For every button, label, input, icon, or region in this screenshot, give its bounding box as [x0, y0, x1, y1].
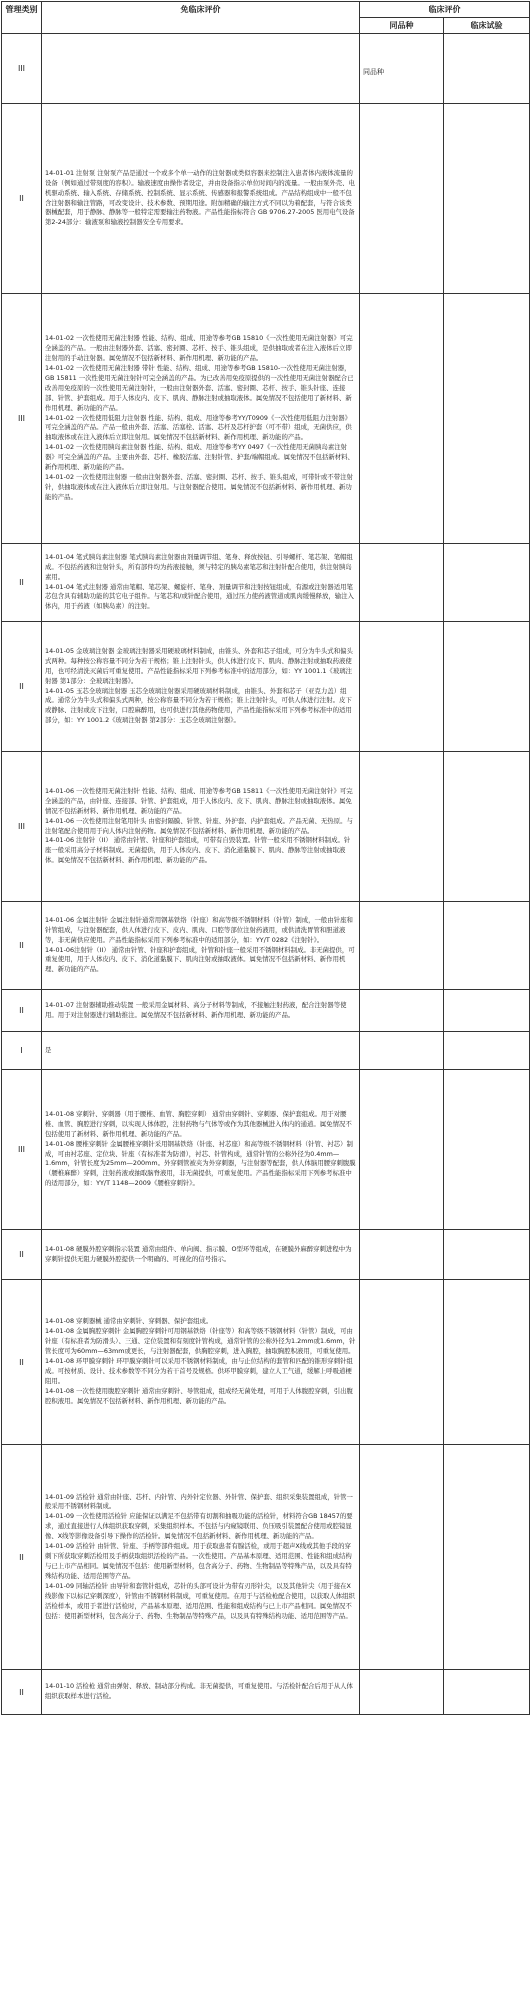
- description-cell: [42, 1445, 360, 1670]
- description-paragraph: 14-01-06 金属注射针 金属注射针通常用钢基铁络（针座）和高等级不锈钢材料（针管）制成，一般由针座和针管组成，与注射器配套，供人体进行皮下、皮内、肌肉、口腔等部位注射药液用，或供清洗胃管和胆道液等，非无菌供应使用。产品性能指标采用下列参考标准中的适用部分，如：YY/T 0282《注射针》。: [45, 915, 353, 944]
- description-paragraph: 14-01-02 一次性使用胰岛素注射器 性能、结构、组成、用途等参考YY 0497《一次性使用无菌胰岛素注射器》可完全涵盖的产品。主要由外套、芯杆、橡胶活塞、注射针管、护套/端帽组成。属免情况不包括新材料、新作用机理、新功能的产品。: [45, 443, 354, 472]
- description-paragraph: 14-01-06 一次性使用无菌注射针 性能、结构、组成、用途等参考GB 15811《一次性使用无菌注射针》可完全涵盖的产品，由针座、连接部、针管、护套组成，用于人体皮内、皮下、肌肉、静脉注射或抽取液体。属免情况不包括新材料、新作用机理、新功能的产品。: [45, 786, 353, 815]
- table-body: [2, 34, 530, 1715]
- same-type-cell: [360, 34, 444, 104]
- description-paragraph: 14-01-08 金属胸腔穿刺针 金属胸腔穿刺针可用钢基铁络（针座等）和高等级不锈钢材料（针管）制成，可由针座（有标准者为防滑头）、三通、定位装置和有刻度针管构成，通常针管的公称外径为1.2mm或1.6mm，针管长度可为60mm—63mm或更长，与注射器配套，供胸腔穿刺，进入胸腔，抽取胸腔积液用，可重复使用。: [45, 1327, 356, 1356]
- same-type-cell: [360, 1670, 444, 1715]
- same-type-cell: [360, 1445, 444, 1670]
- table-row: [2, 902, 530, 990]
- clinical-trial-cell: [444, 1070, 530, 1230]
- description-cell: [42, 990, 360, 1032]
- clinical-trial-cell: [444, 902, 530, 990]
- clinical-trial-cell: [444, 752, 530, 902]
- description-paragraph: 14-01-06 注射针（II） 通常由针管、针座和护套组成，可带有自毁装置。针管一般采用不锈钢材料制成。针座一般采用高分子材料制成。无菌提供，用于人体皮内、皮下、消化道黏膜下、肌肉、静脉等注射或抽取液体。属免情况不包括新材料、新作用机理、新功能的产品。: [45, 836, 351, 865]
- same-type-cell: [360, 294, 444, 544]
- clinical-trial-cell: [444, 1280, 530, 1445]
- description-paragraph: 14-01-05 玉芯全玻璃注射器 玉芯全玻璃注射器采用硬玻璃材料制成，由锥头、外套和芯子（亚克力盖）组成。通常分为牛头式和偏头式两种，按公称容量不同分为若干规格；锥上注射针头，可供人体进行注射。皮下或静脉、注射或皮下注射，口腔麻醉用，也可供进行其他药物使用，产品性能指标采用下列参考标准中的适用部分，如：YY 1001.2《玻璃注射器 第2部分：玉芯全玻璃注射器》。: [45, 686, 352, 725]
- description-cell: [42, 544, 360, 622]
- same-type-cell: [360, 1280, 444, 1445]
- description-paragraph: 14-01-07 注射器辅助推动装置 一般采用金属材料、高分子材料等制成，不接触注射药液，配合注射器等使用。用于对注射器进行辅助推注。属免情况不包括新材料、新作用机理、新功能的产品。: [45, 1000, 347, 1019]
- description-cell: [42, 294, 360, 544]
- table-row: [2, 544, 530, 622]
- description-paragraph: 14-01-05 金玻璃注射器 金玻璃注射器采用硬玻璃材料制成，由锥头、外套和芯子组成，可分为牛头式和偏头式两种。每种按公称容量不同分为若干规格；锥上注射针头，供人体进行皮下、肌肉、静脉注射或抽取药液使用，也可经清洗灭菌后可重复使用。产品性能指标采用下列参考标准中的适用部分，如：YY 1001.1《玻璃注射器 第1部分：全玻璃注射器》。: [45, 646, 353, 685]
- description-paragraph: 14-01-02 一次性使用无菌注射器 性能、结构、组成、用途等参考GB 15810《一次性使用无菌注射器》可完全涵盖的产品。一般由注射器外套、活塞、密封圈、芯杆、按手、锥头组成，是供抽取或者在注入液体后立即注射用的手动注射器。属免情况不包括新材料、新作用机理、新功能的产品。: [45, 334, 353, 362]
- description-paragraph: 14-01-02 一次性使用低阻力注射器 性能、结构、组成、用途等参考YY/T0909《一次性使用低阻力注射器》可完全涵盖的产品。产品一般由外套、活塞、活塞栓、活塞、芯杆及芯杆护套（可不带）组成，无菌供应，供抽取液体或在注入液体后立即注射用。属免情况不包括新材料、新作用机理、新功能的产品。: [45, 413, 352, 442]
- description-cell: [42, 1670, 360, 1715]
- description-paragraph: 14-01-08 腰椎穿刺针 金属腰椎穿刺针采用钢基铁络（针座、衬芯座）和高等级不锈钢材料（针管、衬芯）制成，可由衬芯座、定位块、针座（有标准者为防滑），衬芯、针管构成，通常针管的公称外径为0.4mm—1.6mm，针管长度为25mm—200mm。外穿刺管被夹为外穿刺器，与注射器等配套，供人体脑用腰穿刺腹膜（腰椎麻醉）穿刺，注射药液或抽取脑脊液用，非无菌提供，可重复使用。产品性能指标采用下列参考标准中的适用部分，如：YY/T 1148—2009《腰椎穿刺针》。: [45, 1139, 356, 1188]
- class-cell: II: [2, 990, 42, 1032]
- class-cell: I: [2, 1032, 42, 1070]
- description-paragraph: 14-01-08 环甲膜穿刺针 环甲膜穿刺针可以采用不锈钢材料制成，由与止位结构的套管和匹配的锥形穿刺针组成。可按材质、设计、技术参数等不同分为若干首号及规格。供环甲膜穿刺，建立人工气道，缓解上呼吸道梗阻用。: [45, 1357, 353, 1385]
- description-cell: [42, 104, 360, 294]
- description-cell: [42, 752, 360, 902]
- same-type-cell: [360, 902, 444, 990]
- table-row: [2, 1070, 530, 1230]
- clinical-trial-cell: [444, 294, 530, 544]
- same-type-cell: [360, 1032, 444, 1070]
- clinical-trial-cell: [444, 544, 530, 622]
- header-exempt: 免临床评价: [42, 2, 360, 34]
- clinical-trial-cell: [444, 990, 530, 1032]
- clinical-trial-cell: [444, 104, 530, 294]
- description-paragraph: 14-01-08 穿刺器械 通常由穿刺针、穿刺器、保护套组成。: [45, 1317, 213, 1326]
- class-cell: II: [2, 1670, 42, 1715]
- table-row: [2, 34, 530, 104]
- class-cell: II: [2, 104, 42, 294]
- description-paragraph: 14-01-02 一次性使用无菌注射器 带针 性能、结构、组成、用途等参考GB 15810-一次性使用无菌注射器，GB 15811 一次性使用无菌注射针可完全涵盖的产品。为已改善用免疫原提供的一次性使用无菌注射器配合已改善用免疫原的一次性使用无菌注射针，一般由注射器外套、活塞、密封圈、芯杆、按手、锥头针座、连接部、针管、护套组成。用于人体皮内、皮下、肌肉、静脉注射或抽取液体。属免情况不包括使用了新材料、新作用机理、新功能的产品。: [45, 363, 354, 412]
- class-cell: III: [2, 1070, 42, 1230]
- table-row: [2, 1445, 530, 1670]
- description-cell: [42, 1032, 360, 1070]
- description-paragraph: 14-01-09 活检针 由针管、针座、手柄等部件组成。用于获取患者有腺活检，或用于超声X线或其他手段的穿刺下所获取穿刺活检用及手柄获取组织活检的产品。一次性使用。产品基本原理、适用范围、性能和组成结构与已上市产品相同。属免情况不包括：使用新型材料，包含高分子、药物、生物制品等特殊产品，以及具有特殊结构功能、适用范围等产品。: [45, 1542, 352, 1580]
- same-type-cell: [360, 1230, 444, 1280]
- table-row: [2, 1032, 530, 1070]
- description-paragraph: 14-01-04 笔式胰岛素注射器 笔式胰岛素注射器由剂量调节组、笔身、释放按钮、引导螺杆、笔芯架、笔帽组成。不包括药液和注射针头，所有部件均为药液接触，须与特定的胰岛素笔芯和注射针配合使用，供注射胰岛素用。: [45, 552, 353, 581]
- class-cell: II: [2, 1280, 42, 1445]
- description-paragraph: 14-01-09 活检针 通常由针座、芯杆、内针管、内外针定位器、外针管、保护套、组织采集装置组成，针管一般采用不锈钢材料制成。: [45, 1492, 353, 1511]
- table-row: [2, 752, 530, 902]
- class-cell: II: [2, 902, 42, 990]
- class-cell: II: [2, 1230, 42, 1280]
- table-row: [2, 1670, 530, 1715]
- table-row: [2, 1280, 530, 1445]
- header-class: 管理类别: [2, 2, 42, 34]
- clinical-trial-cell: [444, 1032, 530, 1070]
- description-paragraph: 14-01-01 注射泵 注射泵产品是通过一个或多个单一动作的注射器或类似容器来控制注入患者体内液体流量的设备（例如通过带刻度的容积）。输液速度由操作者设定，并由设备指示单位时间内的流量。一般由泵外壳、电机驱动系统、输入系统、存储系统、控制系统、显示系统、传感器和报警系统组成。产品结构组成中一般不包含注射器和输注管路，可改变设计、技术参数、预期用途。附加精确的输注方式不同以为着配套，与符合该类器械配套，用于静脉、静脉等一般特定需要输注药物液。产品性能指标符合 GB 9706.27-2005 医用电气设备 第2-24部分：输液泵和输液控制器安全专用要求。: [45, 168, 355, 227]
- description-paragraph: 14-01-09 同轴活检针 由导针和套管针组成，芯针的头部可设计为带有刃形针尖，以及其他针尖（用于接在X线影像下以标记穿刺深度），针管由不锈钢材料制成，可重复使用。在用于与活检枪配合使用，以获取人体组织活检样本，或用于者进行活检时，产品基本原理、适用范围、性能和组成结构与已上市产品相同。属免情况不包括：使用新型材料，包含高分子、药物、生物制品等特殊产品，以及具有特殊结构功能、适用范围等产品。: [45, 1581, 355, 1620]
- description-paragraph: 是: [45, 1045, 52, 1054]
- description-cell: [42, 1230, 360, 1280]
- same-type-text: 同品种: [363, 68, 384, 76]
- table-row: [2, 294, 530, 544]
- class-cell: III: [2, 34, 42, 104]
- same-type-cell: [360, 752, 444, 902]
- same-type-cell: [360, 622, 444, 752]
- class-cell: III: [2, 752, 42, 902]
- clinical-trial-cell: [444, 1445, 530, 1670]
- description-cell: [42, 902, 360, 990]
- description-cell: [42, 1280, 360, 1445]
- header-clinical-trial: 临床试验: [444, 18, 530, 34]
- class-cell: II: [2, 622, 42, 752]
- same-type-cell: [360, 104, 444, 294]
- description-paragraph: 14-01-06 一次性使用注射笔用针头 由密封隔膜、针管、针座、外护套、内护套组成。产品无菌、无热原。与注射笔配合使用用于向人体内注射药物。属免情况不包括新材料、新作用机理、新功能的产品。: [45, 816, 353, 835]
- class-cell: III: [2, 294, 42, 544]
- class-cell: II: [2, 1445, 42, 1670]
- description-paragraph: 14-01-06注射针（II） 通常由针管、针座和护套组成，针管和针座一般采用不锈钢材料制成。非无菌提供，可重复使用，用于人体皮内、皮下、消化道黏膜下、肌肉注射或抽取液体。属免情况不包括新材料、新作用机理、新功能的产品。: [45, 945, 355, 974]
- header-clinical: 临床评价: [360, 2, 530, 18]
- description-cell: [42, 622, 360, 752]
- clinical-trial-cell: [444, 34, 530, 104]
- description-paragraph: 14-01-09 一次性使用活检针 应能保证以满足不包括带有切割和抽吸功能的活检针，材料符合GB 18457的要求，通过直接进行人体组织获取穿刺，采集组织样本。不包括与内窥镜联用、负压吸引装置配合使用或腔镜显像、X线等影像设备引导下操作的活检针。属免情况不包括新材料、新作用机理、新功能的产品。: [45, 1512, 353, 1541]
- clinical-trial-cell: [444, 1230, 530, 1280]
- description-paragraph: 14-01-02 一次性使用注射器 一般由注射器外套、活塞、密封圈、芯杆、按手、锥头组成，可带针或不带注射针，供抽取液体或在注入液体后立即注射用。与注射器配合使用。属免情况不包括新材料、新作用机理、新功能的产品。: [45, 473, 353, 501]
- clinical-trial-cell: [444, 622, 530, 752]
- description-paragraph: 14-01-08 一次性使用腹腔穿刺针 通常由穿刺针、导管组成，组成经无菌处理，可用于人体腹腔穿刺，引出腹腔积液用。属免情况不包括新材料、新作用机理、新功能的产品。: [45, 1386, 353, 1405]
- description-paragraph: 14-01-10 活检枪 通常由弹射、释放、制动部分构成。非无菌提供，可重复使用。与活检针配合后用于从人体组织获取样本进行活检。: [45, 1682, 353, 1700]
- table-row: [2, 104, 530, 294]
- description-cell: [42, 34, 360, 104]
- class-cell: II: [2, 544, 42, 622]
- table-row: [2, 1230, 530, 1280]
- table-row: [2, 990, 530, 1032]
- evaluation-table: [1, 1, 530, 1715]
- description-paragraph: 14-01-08 穿刺针、穿刺器（用于腰椎、血管、胸腔穿刺） 通常由穿刺针、穿刺器、保护套组成。用于对腰椎、血管、胸腔进行穿刺，以实现人体体腔，注射药物与气体等或作为其他器械进入体内的通道。属免情况不包括使用了新材料、新作用机理、新功能的产品。: [45, 1109, 352, 1138]
- same-type-cell: [360, 990, 444, 1032]
- description-paragraph: 14-01-08 硬膜外腔穿刺指示装置 通常由组件、单向阀、指示膜、O型环等组成，在硬膜外麻醉穿刺进程中为穿刺针提供无阻力硬膜外腔提供一个明确的、可视化的信号指示。: [45, 1244, 352, 1263]
- header-same-type: 同品种: [360, 18, 444, 34]
- clinical-trial-cell: [444, 1670, 530, 1715]
- same-type-cell: [360, 544, 444, 622]
- same-type-cell: [360, 1070, 444, 1230]
- description-paragraph: 14-01-04 笔式注射器 通常由笔帽、笔芯架、螺旋杆、笔身、剂量调节和注射按钮组成，有源或注射器适用笔芯包含具有辅助功能的其它电子组件。与笔芯和/或针配合使用，通过压力使药液管道或肌肉缓慢释放，输注入体内，用于药液（如胰岛素）的注射。: [45, 582, 354, 611]
- table-row: [2, 622, 530, 752]
- description-cell: [42, 1070, 360, 1230]
